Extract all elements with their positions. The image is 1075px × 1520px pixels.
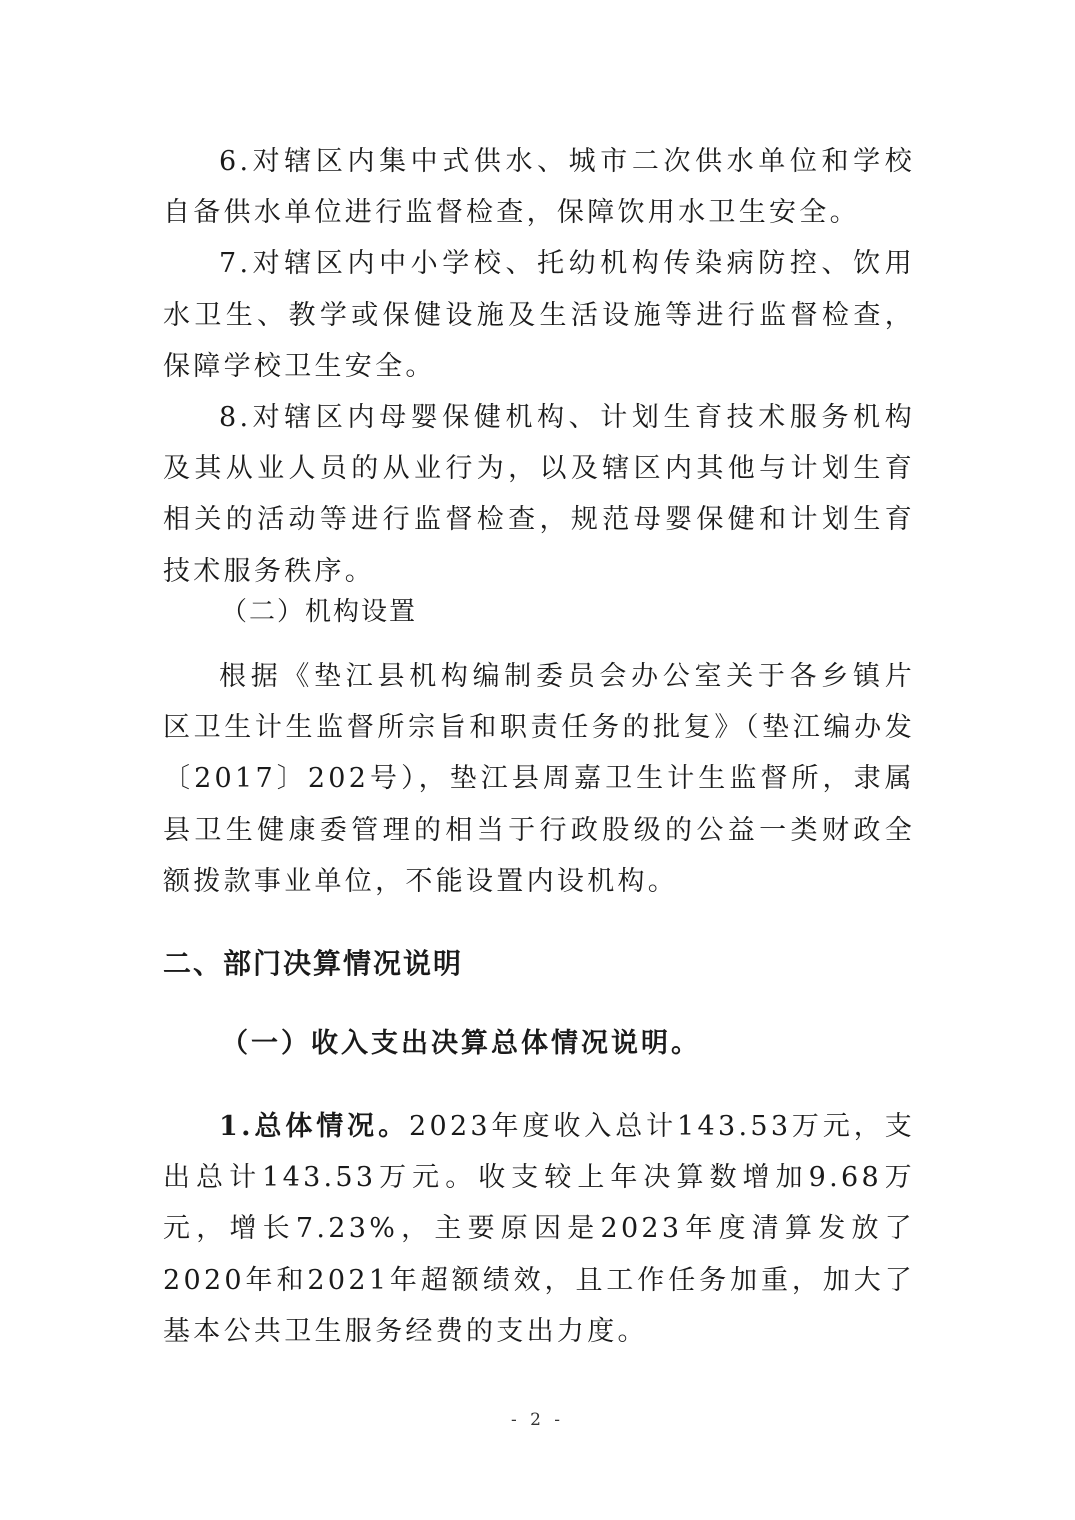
overview-section	[163, 1101, 915, 1357]
duty-item-6: 6.对辖区内集中式供水、城市二次供水单位和学校自备供水单位进行监督检查，保障饮用水卫生安全。	[163, 146, 915, 229]
sub-section-heading-overview: （一）收入支出决算总体情况说明。	[221, 1028, 701, 1059]
overview-text: 2023年度收入总计143.53万元，支出总计143.53万元。收支较上年决算数增加9.68万元，增长7.23%，主要原因是2023年度清算发放了2020年和2021年超额绩效，且工作任务加重，加大了基本公共卫生服务经费的支出力度。	[163, 1111, 915, 1347]
org-setup-heading: （二）机构设置	[221, 597, 418, 627]
duties-list	[163, 136, 915, 597]
overview-lead: 1.总体情况。	[219, 1111, 409, 1142]
page-number: - 2 -	[510, 1410, 565, 1430]
section-heading-final-accounts: 二、部门决算情况说明	[163, 947, 464, 980]
overview-paragraph	[163, 1101, 915, 1357]
org-setup-paragraph: 根据《垫江县机构编制委员会办公室关于各乡镇片区卫生计生监督所宗旨和职责任务的批复》（垫江编办发〔2017〕202号），垫江县周嘉卫生计生监督所，隶属县卫生健康委管理的相当于行政股级的公益一类财政全额拨款事业单位，不能设置内设机构。	[163, 661, 915, 897]
org-setup-section	[163, 651, 915, 907]
duty-item-7: 7.对辖区内中小学校、托幼机构传染病防控、饮用水卫生、教学或保健设施及生活设施等进行监督检查，保障学校卫生安全。	[163, 248, 915, 382]
duty-item-8: 8.对辖区内母婴保健机构、计划生育技术服务机构及其从业人员的从业行为，以及辖区内其他与计划生育相关的活动等进行监督检查，规范母婴保健和计划生育技术服务秩序。	[163, 402, 915, 587]
